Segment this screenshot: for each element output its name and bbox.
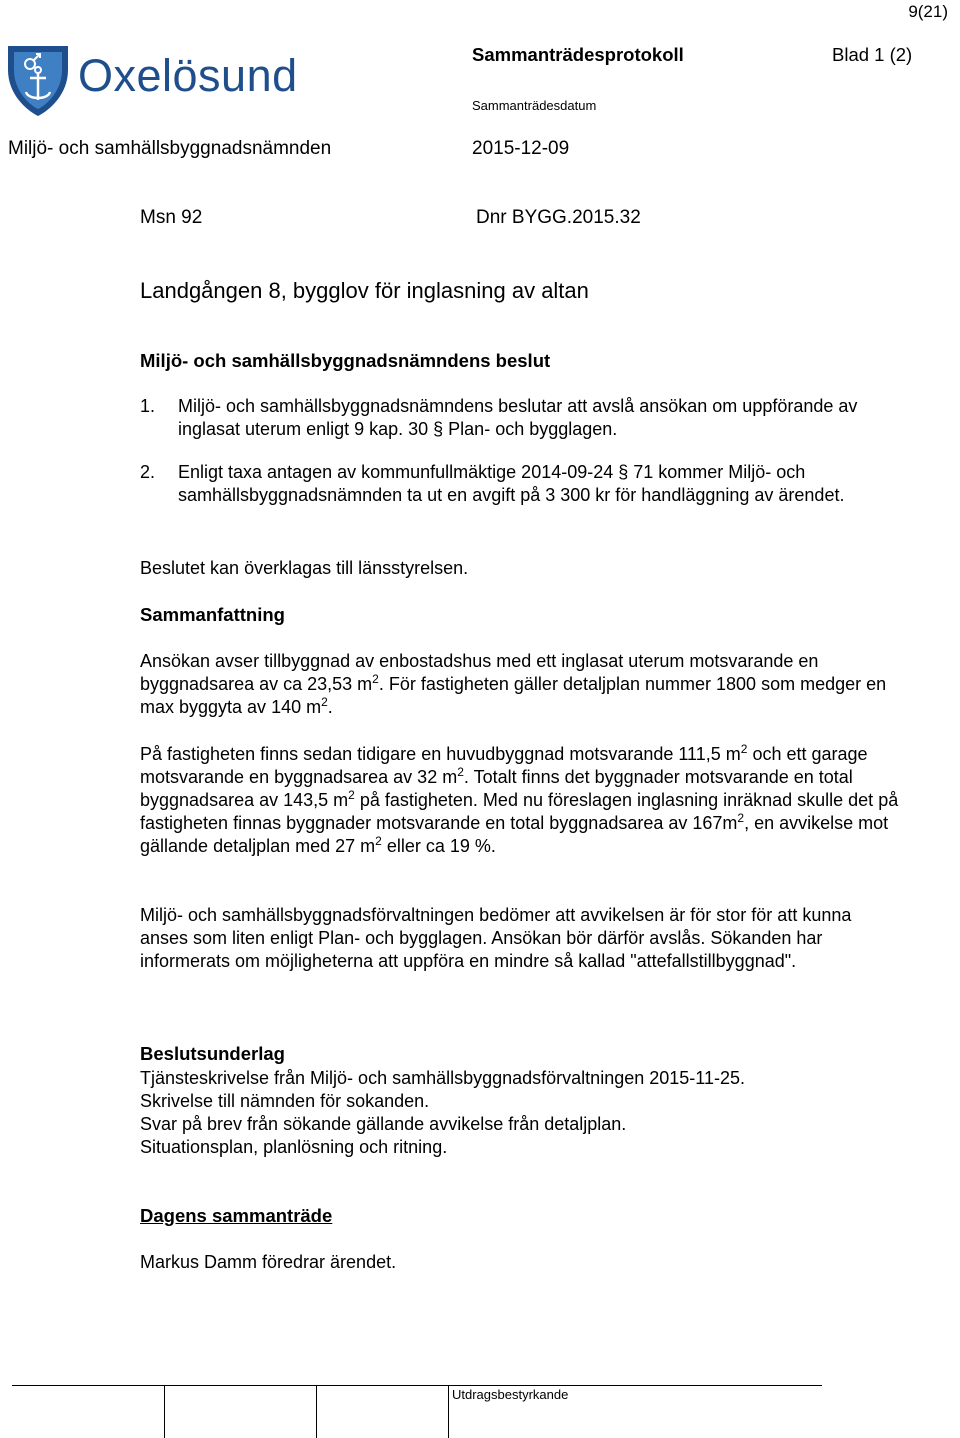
sheet-number: Blad 1 (2) bbox=[832, 44, 913, 65]
decision-list bbox=[140, 395, 898, 507]
meeting-text: Markus Damm föredrar ärendet. bbox=[140, 1252, 397, 1272]
case-title: Landgången 8, bygglov för inglasning av altan bbox=[140, 278, 589, 303]
meeting-date: 2015-12-09 bbox=[472, 138, 570, 159]
summary-paragraph: Miljö- och samhällsbyggnadsförvaltningen bedömer att avvikelsen är för stor för att kunna anses som liten enligt Plan- och bygglagen. Ansökan bör därför avslås. Sökanden har informerats om möjligheterna att uppföra en mindre så kallad "attefallstillbyggnad". bbox=[140, 905, 852, 971]
summary-paragraph: På fastigheten finns sedan tidigare en huvudbyggnad motsvarande 111,5 $m^2$ och ett garage motsvarande en byggnadsarea av 32 $m^2$. Totalt finns det byggnader motsvarande en total byggnadsarea av 143,5 $m^2$ på fastigheten. Med nu föreslagen inglasning inräknad skulle det på fastigheten finnas byggnader motsvarande en total byggnadsarea av $167m^2$, en avvikelse mot gällande detaljplan med 27 $m^2$ eller ca 19 %. bbox=[140, 742, 899, 856]
basis-list bbox=[140, 1067, 745, 1159]
appeal-note: Beslutet kan överklagas till länsstyrelsen. bbox=[140, 558, 469, 578]
list-item: Skrivelse till nämnden för sokanden. bbox=[140, 1091, 430, 1111]
meeting-date-label: Sammanträdesdatum bbox=[472, 98, 597, 113]
footer-divider bbox=[12, 1385, 822, 1386]
decision-item bbox=[140, 395, 898, 441]
decision-item bbox=[140, 461, 898, 507]
list-item: Tjänsteskrivelse från Miljö- och samhällsbyggnadsförvaltningen 2015-11-25. bbox=[140, 1068, 745, 1088]
signature-box-divider bbox=[164, 1386, 165, 1438]
basis-heading: Beslutsunderlag bbox=[140, 1043, 285, 1064]
page-number: 9(21) bbox=[908, 2, 948, 21]
signature-box-divider bbox=[316, 1386, 317, 1438]
signature-box-divider bbox=[448, 1386, 449, 1438]
meeting-heading: Dagens sammanträde bbox=[140, 1205, 333, 1226]
case-msn: Msn 92 bbox=[140, 207, 203, 228]
protocol-title: Sammanträdesprotokoll bbox=[472, 44, 684, 65]
coat-of-arms-icon bbox=[8, 46, 68, 116]
case-dnr: Dnr BYGG.2015.32 bbox=[476, 207, 641, 228]
certification-label: Utdragsbestyrkande bbox=[452, 1387, 569, 1402]
decision-heading: Miljö- och samhällsbyggnadsnämndens beslut bbox=[140, 350, 551, 371]
list-item: Svar på brev från sökande gällande avvikelse från detaljplan. bbox=[140, 1114, 627, 1134]
logo-wordmark: Oxelösund bbox=[78, 50, 298, 101]
department-name: Miljö- och samhällsbyggnadsnämnden bbox=[8, 138, 332, 159]
summary-heading: Sammanfattning bbox=[140, 604, 285, 625]
decision-item-text: Enligt taxa antagen av kommunfullmäktige 2014-09-24 § 71 kommer Miljö- och samhällsbyggnadsnämnden ta ut en avgift på 3 300 kr för handläggning av ärendet. bbox=[178, 462, 845, 505]
decision-item-text: Miljö- och samhällsbyggnadsnämndens beslutar att avslå ansökan om uppförande av inglasat uterum enligt 9 kap. 30 § Plan- och bygglagen. bbox=[178, 396, 858, 439]
decision-item-number: 1. bbox=[140, 396, 156, 416]
decision-item-number: 2. bbox=[140, 462, 156, 482]
list-item: Situationsplan, planlösning och ritning. bbox=[140, 1137, 448, 1157]
summary-paragraph: Ansökan avser tillbyggnad av enbostadshus med ett inglasat uterum motsvarande en byggnadsarea av ca 23,53 $m^2$. För fastigheten gäller detaljplan nummer 1800 som medger en max byggyta av 140 $m^2$. bbox=[140, 651, 887, 717]
